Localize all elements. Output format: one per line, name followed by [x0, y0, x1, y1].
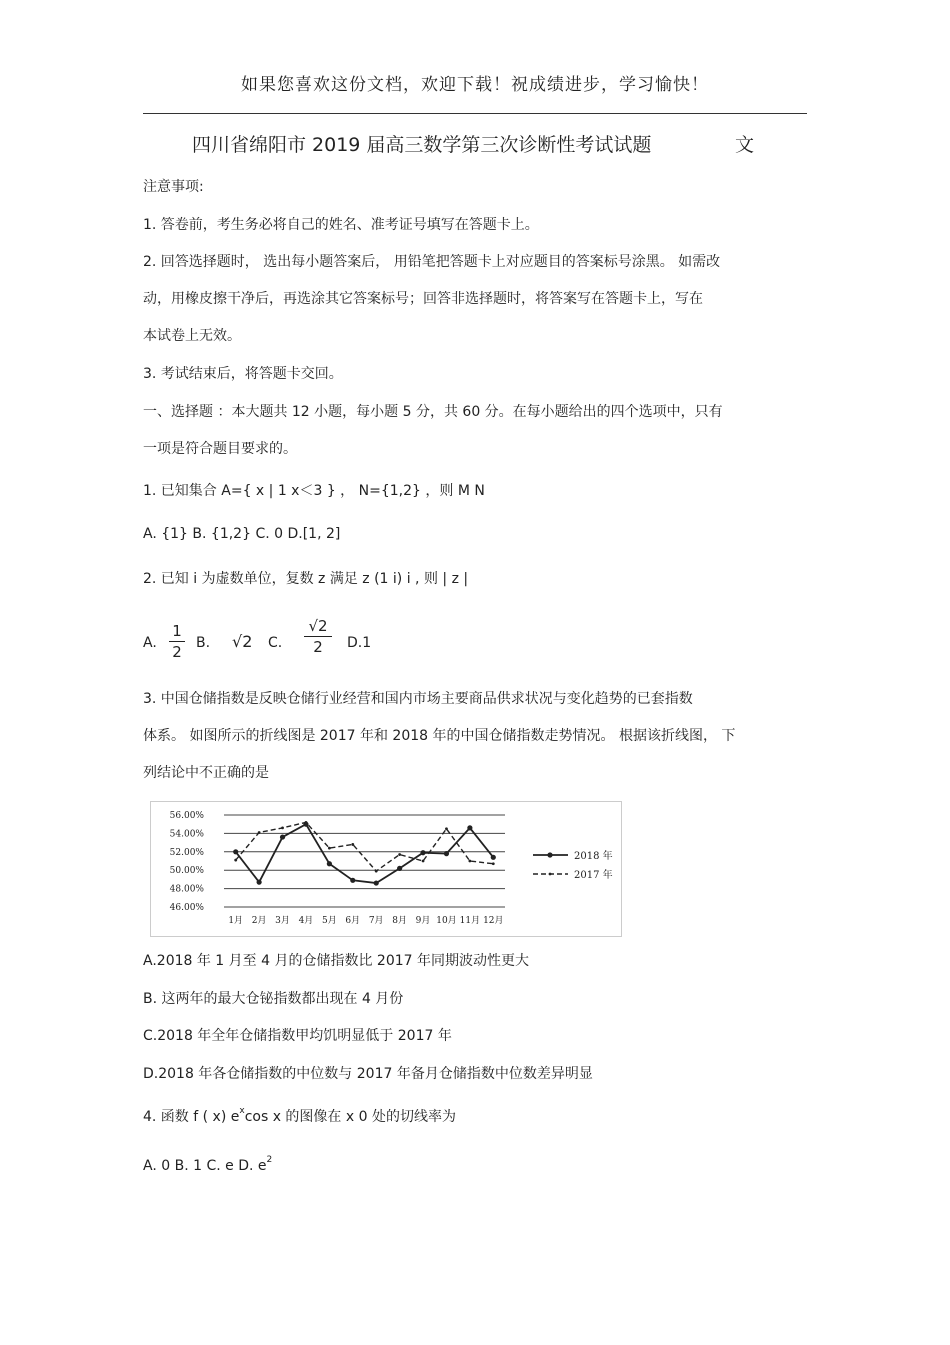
question-1-options: A. {1} B. {1,2} C. 0 D.[1, 2] [143, 526, 341, 542]
data-point [281, 826, 284, 829]
x-tick-label: 9月 [415, 916, 431, 926]
question-3-line-3: 列结论中不正确的是 [143, 765, 269, 781]
chart-frame [151, 802, 622, 937]
data-point [397, 866, 402, 871]
notice-item-2-line-3: 本试卷上无效。 [143, 328, 241, 344]
y-tick-label: 56.00% [169, 811, 204, 821]
question-3-line-1: 3. 中国仓储指数是反映仓储行业经营和国内市场主要商品供求状况与变化趋势的已套指数 [143, 691, 693, 707]
notice-item-2-line-1: 2. 回答选择题时， 选出每小题答案后， 用铅笔把答题卡上对应题目的答案标号涂黑。 如需改 [143, 254, 721, 270]
question-3-option-b: B. 这两年的最大仓铋指数都出现在 4 月份 [143, 991, 404, 1007]
x-tick-label: 7月 [368, 916, 384, 926]
data-point [445, 827, 448, 830]
fraction-denominator: 2 [172, 643, 182, 661]
question-4-exponent: x [239, 1106, 245, 1116]
question-1-stem: 1. 已知集合 A={ x | 1 x＜3 } ， N={1,2} ，则 M N [143, 483, 485, 499]
x-tick-label: 3月 [275, 916, 290, 926]
section-1-line-2: 一项是符合题目要求的。 [143, 441, 297, 457]
y-tick-label: 46.00% [169, 903, 204, 913]
chart-svg [150, 801, 622, 937]
question-4-stem-part-1: 4. 函数 f ( x) e [143, 1109, 240, 1125]
question-4-stem-part-2: cos x 的图像在 x 0 处的切线率为 [244, 1109, 456, 1125]
legend-marker [549, 873, 552, 876]
data-point [491, 855, 496, 860]
fraction-bar [169, 641, 185, 642]
notice-item-2-line-2: 动，用橡皮擦干净后，再选涂其它答案标号；回答非选择题时，将答案写在答题卡上，写在 [143, 291, 703, 307]
data-point [398, 853, 401, 856]
data-point [327, 861, 332, 866]
notice-item-1: 1. 答卷前，考生务必将自己的姓名、准考证号填写在答题卡上。 [143, 217, 539, 233]
data-point [257, 880, 262, 885]
warehouse-index-chart [150, 801, 622, 937]
question-2-option-c-fraction [304, 617, 332, 656]
x-tick-label: 11月 [459, 916, 481, 926]
question-4-stem [143, 1106, 456, 1126]
fraction-numerator: 1 [172, 622, 182, 640]
fraction-bar [304, 636, 332, 637]
data-point [280, 834, 285, 839]
question-3-option-c: C.2018 年全年仓储指数甲均饥明显低于 2017 年 [143, 1028, 452, 1044]
data-point [351, 843, 354, 846]
data-point [375, 870, 378, 873]
question-3-option-d: D.2018 年各仓储指数的中位数与 2017 年备月仓储指数中位数差异明显 [143, 1066, 593, 1082]
legend-label: 2018 年 [574, 851, 613, 862]
question-2-option-b-value: √2 [232, 632, 253, 651]
question-4-option-d-exponent: 2 [266, 1155, 273, 1165]
x-tick-label: 8月 [392, 916, 407, 926]
question-2-option-b-label: B. [196, 635, 211, 651]
header-divider [143, 113, 807, 114]
question-2-option-a-fraction [169, 622, 185, 661]
question-2-option-c-label: C. [268, 635, 283, 651]
x-tick-label: 12月 [483, 916, 504, 926]
x-tick-label: 2月 [251, 916, 267, 926]
section-1-line-1: 一、选择题 ：本大题共 12 小题，每小题 5 分，共 60 分。在每小题给出的四个选项中，只有 [143, 404, 723, 420]
data-point [420, 850, 425, 855]
question-2-stem: 2. 已知 i 为虚数单位，复数 z 满足 z (1 i) i , 则 | z | [143, 571, 469, 587]
y-tick-label: 48.00% [169, 884, 204, 895]
exam-title-suffix: 文 [735, 134, 755, 156]
question-4-options-text: A. 0 B. 1 C. e D. e [143, 1158, 267, 1174]
x-tick-label: 4月 [298, 916, 314, 926]
fraction-denominator: 2 [313, 638, 323, 656]
question-3-option-a: A.2018 年 1 月至 4 月的仓储指数比 2017 年同期波动性更大 [143, 953, 530, 969]
data-point [468, 860, 471, 863]
data-point [492, 862, 495, 865]
question-3-line-2: 体系。 如图所示的折线图是 2017 年和 2018 年的中国仓储指数走势情况。 根据该折线图， 下 [143, 728, 736, 744]
x-tick-label: 6月 [345, 916, 361, 926]
download-banner: 如果您喜欢这份文档，欢迎下载！祝成绩进步，学习愉快！ [241, 75, 709, 95]
legend-label: 2017 年 [574, 870, 613, 881]
data-point [258, 831, 261, 834]
y-tick-label: 54.00% [169, 829, 204, 840]
question-2-option-d: D.1 [347, 635, 372, 651]
data-point [374, 880, 379, 885]
x-tick-label: 5月 [322, 916, 337, 926]
x-tick-label: 1月 [228, 916, 244, 926]
notice-item-3: 3. 考试结束后，将答题卡交回。 [143, 366, 343, 382]
x-tick-label: 10月 [436, 916, 457, 926]
data-point [422, 860, 425, 863]
y-tick-label: 50.00% [169, 866, 204, 877]
question-4-options [143, 1155, 273, 1174]
data-point [305, 821, 308, 824]
exam-title: 四川省绵阳市 2019 届高三数学第三次诊断性考试试题 [192, 134, 652, 156]
data-point [234, 859, 237, 862]
y-tick-label: 52.00% [169, 847, 204, 858]
data-point [350, 878, 355, 883]
data-point [467, 825, 472, 830]
question-2-option-a-label: A. [143, 635, 157, 651]
data-point [328, 847, 331, 850]
notice-heading: 注意事项: [143, 179, 204, 195]
legend-marker [547, 852, 552, 857]
fraction-numerator: √2 [308, 617, 328, 635]
data-point [233, 849, 238, 854]
data-point [444, 851, 449, 856]
